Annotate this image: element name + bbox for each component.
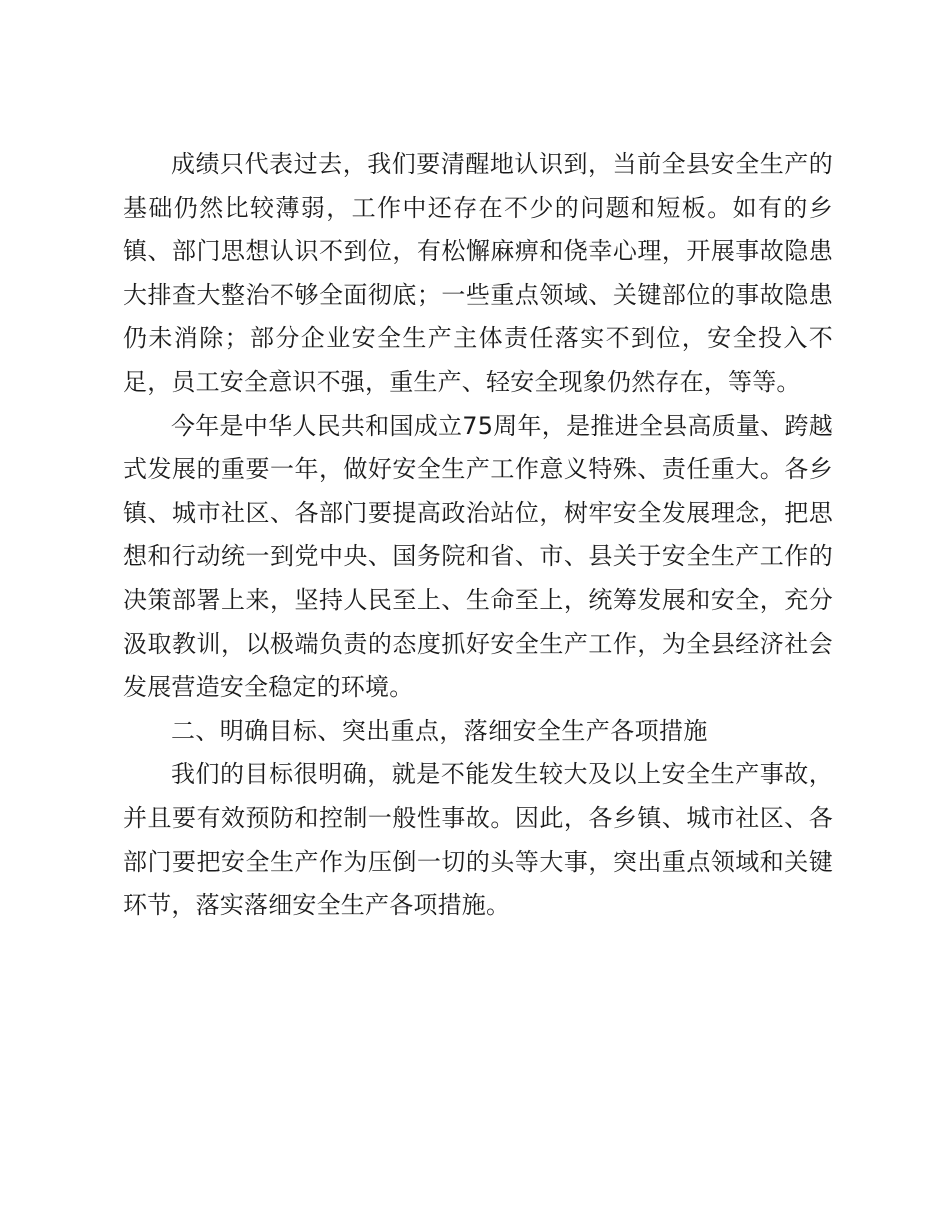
body-paragraph: 今年是中华人民共和国成立75周年，是推进全县高质量、跨越式发展的重要一年，做好安全生产工作意义特殊、责任重大。各乡镇、城市社区、各部门要提高政治站位，树牢安全发展理念，把思想和行动统一到党中央、国务院和省、市、县关于安全生产工作的决策部署上来，坚持人民至上、生命至上，统筹发展和安全，充分汲取教训，以极端负责的态度抓好安全生产工作，为全县经济社会发展营造安全稳定的环境。 — [123, 411, 833, 702]
body-paragraph: 成绩只代表过去，我们要清醒地认识到，当前全县安全生产的基础仍然比较薄弱，工作中还存在不少的问题和短板。如有的乡镇、部门思想认识不到位，有松懈麻痹和侥幸心理，开展事故隐患大排查大整治不够全面彻底；一些重点领域、关键部位的事故隐患仍未消除；部分企业安全生产主体责任落实不到位，安全投入不足，员工安全意识不强，重生产、轻安全现象仍然存在，等等。 — [123, 150, 833, 396]
document-body — [123, 143, 833, 928]
section-heading: 二、明确目标、突出重点，落细安全生产各项措施 — [171, 716, 708, 745]
body-paragraph: 我们的目标很明确，就是不能发生较大及以上安全生产事故，并且要有效预防和控制一般性事故。因此，各乡镇、城市社区、各部门要把安全生产作为压倒一切的头等大事，突出重点领域和关键环节，落实落细安全生产各项措施。 — [123, 760, 833, 920]
